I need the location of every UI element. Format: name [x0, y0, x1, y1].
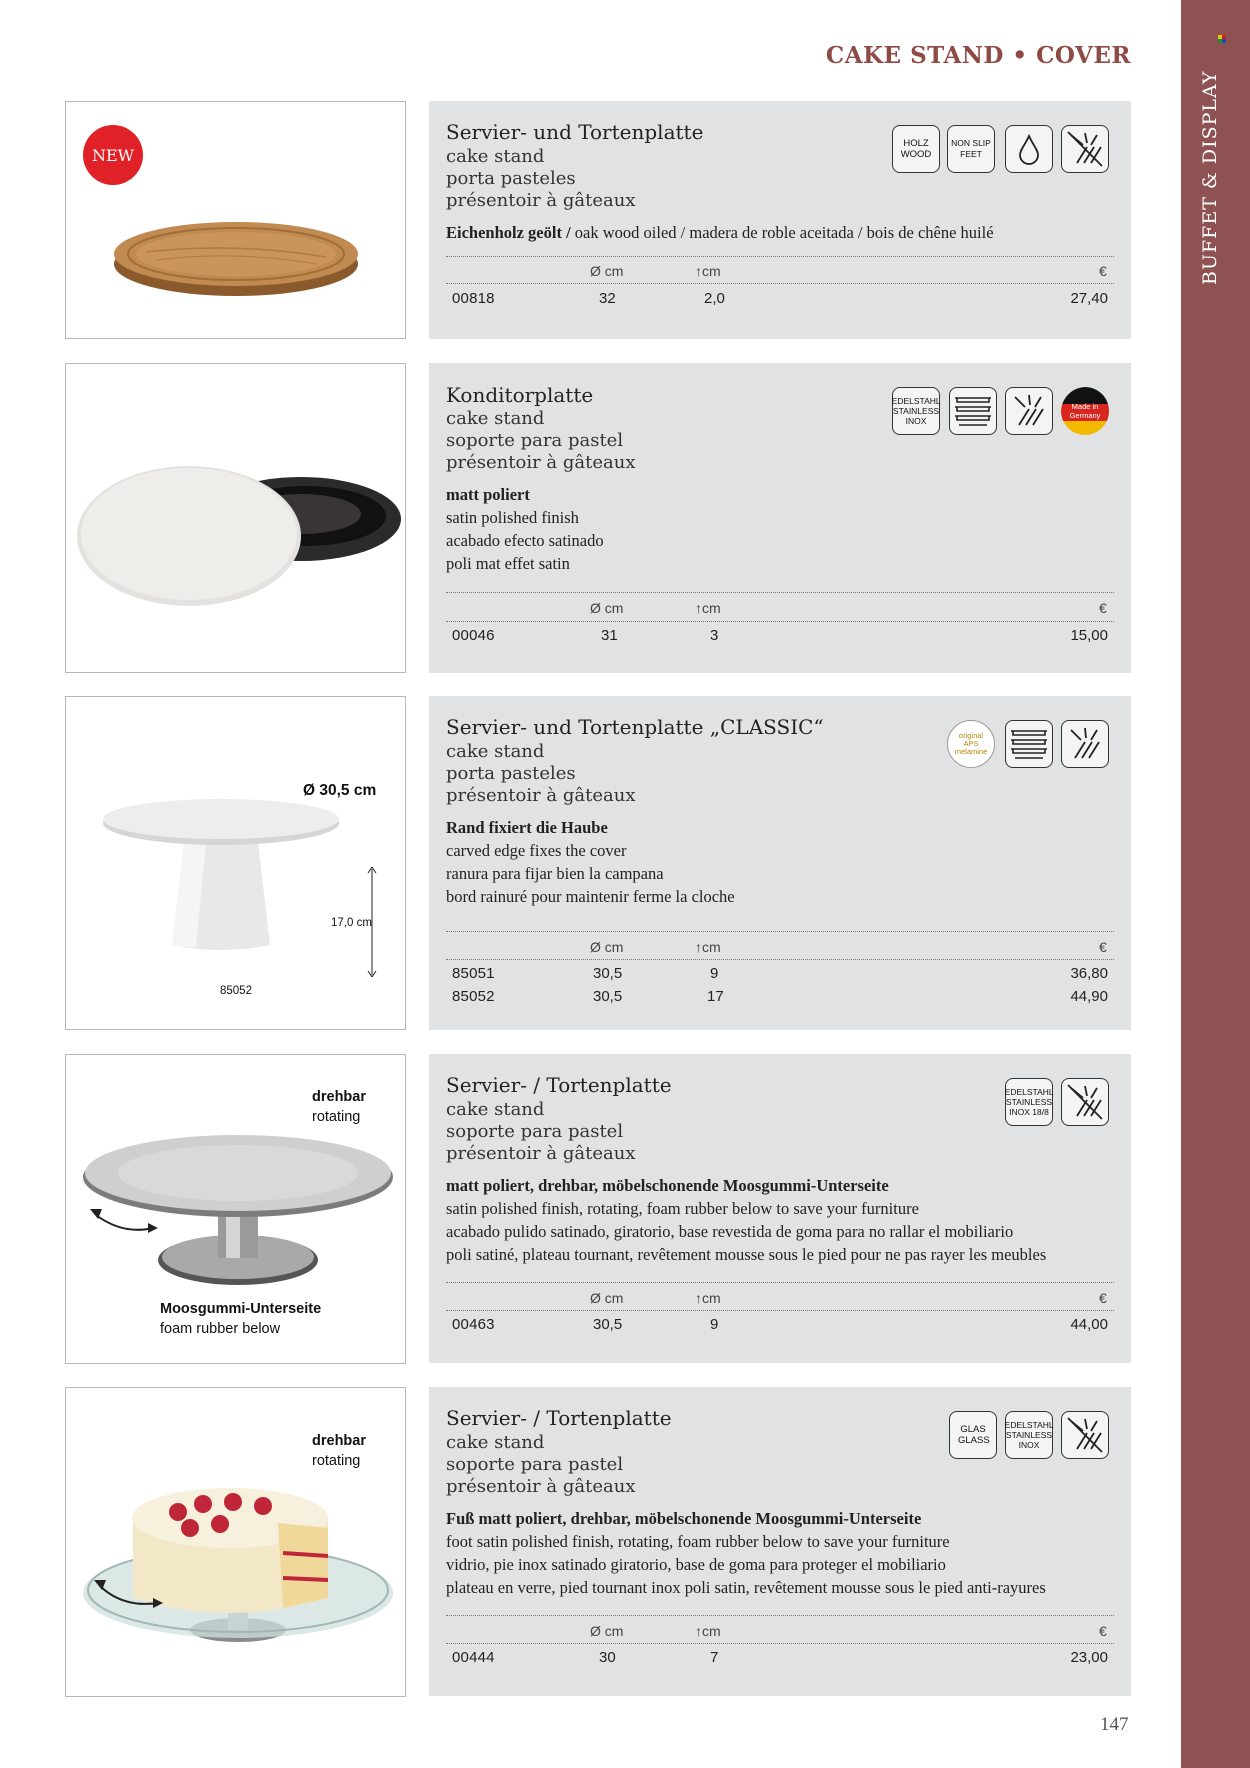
- page-number: 147: [1100, 1714, 1129, 1735]
- product-panel: [429, 1387, 1131, 1696]
- product-code: 85051: [452, 965, 495, 982]
- product-height: 7: [710, 1649, 719, 1666]
- divider: [446, 283, 1114, 284]
- col-diameter: Ø cm: [590, 263, 624, 279]
- product-price: 23,00: [1070, 1649, 1108, 1666]
- product-subtitle-fr: présentoir à gâteaux: [446, 785, 636, 806]
- no-dishwasher-icon: [1061, 1411, 1109, 1459]
- height-arrow-icon: ↑: [695, 263, 702, 279]
- product-title: Servier- / Tortenplatte: [446, 1406, 672, 1430]
- height-arrow-icon: ↑: [695, 1623, 702, 1639]
- col-price: €: [1099, 939, 1107, 955]
- height-arrow-icon: ↑: [695, 939, 702, 955]
- product-title: Servier- / Tortenplatte: [446, 1073, 672, 1097]
- stackable-icon: [949, 387, 997, 435]
- col-price: €: [1099, 1290, 1107, 1306]
- product-image-box: [65, 363, 406, 673]
- product-code: 00046: [452, 627, 495, 644]
- product-image-box: [65, 101, 406, 339]
- product-subtitle-es: soporte para pastel: [446, 430, 624, 451]
- product-height: 3: [710, 627, 719, 644]
- divider: [446, 1643, 1114, 1644]
- divider: [446, 931, 1114, 932]
- stackable-icon: [1005, 720, 1053, 768]
- image-foam-label: foam rubber below: [160, 1321, 281, 1337]
- product-image-box: [65, 696, 406, 1030]
- product-code: 00818: [452, 290, 495, 307]
- divider: [446, 621, 1114, 622]
- image-height-label: 17,0 cm: [331, 917, 372, 929]
- product-subtitle-en: cake stand: [446, 1099, 545, 1120]
- height-arrow-icon: ↑: [695, 1290, 702, 1306]
- no-dishwasher-icon: [1061, 125, 1109, 173]
- col-price: €: [1099, 263, 1107, 279]
- no-dishwasher-icon: [1061, 1078, 1109, 1126]
- classic-stand-image: [96, 797, 346, 977]
- product-subtitle-fr: présentoir à gâteaux: [446, 452, 636, 473]
- dishwasher-icon: [1061, 720, 1109, 768]
- oak-board-image: [106, 202, 366, 302]
- glass-stand-cake-image: [78, 1468, 398, 1668]
- col-price: €: [1099, 1623, 1107, 1639]
- stainless-badge: EDELSTAHL STAINLESS INOX 18/8: [1005, 1078, 1053, 1126]
- product-code: 85052: [452, 988, 495, 1005]
- glass-badge: GLAS GLASS: [949, 1411, 997, 1459]
- product-code: 00444: [452, 1649, 495, 1666]
- product-height: 2,0: [704, 290, 725, 307]
- stainless-badge: EDELSTAHL STAINLESS INOX: [1005, 1411, 1053, 1459]
- col-diameter: Ø cm: [590, 600, 624, 616]
- product-price: 44,00: [1070, 1316, 1108, 1333]
- col-diameter: Ø cm: [590, 939, 624, 955]
- product-subtitle-es: porta pasteles: [446, 763, 576, 784]
- divider: [446, 592, 1114, 593]
- product-diameter: 30,5: [593, 988, 623, 1005]
- divider: [446, 959, 1114, 960]
- product-subtitle-en: cake stand: [446, 408, 545, 429]
- product-subtitle-fr: présentoir à gâteaux: [446, 190, 636, 211]
- col-price: €: [1099, 600, 1107, 616]
- col-height: ↑cm: [695, 600, 721, 616]
- holz-wood-badge: HOLZ WOOD: [892, 125, 940, 173]
- image-foam-label-bold: Moosgummi-Unterseite: [160, 1301, 322, 1317]
- page-title: CAKE STAND • COVER: [825, 42, 1131, 69]
- image-diameter-label: Ø 30,5 cm: [303, 782, 377, 799]
- product-diameter: 30,5: [593, 965, 623, 982]
- image-rotating-label-bold: drehbar: [312, 1433, 366, 1449]
- product-diameter: 31: [601, 627, 618, 644]
- product-height: 9: [710, 1316, 719, 1333]
- non-slip-badge: NON SLIP FEET: [947, 125, 995, 173]
- product-subtitle-fr: présentoir à gâteaux: [446, 1143, 636, 1164]
- col-height: ↑cm: [695, 263, 721, 279]
- product-panel: [429, 363, 1131, 673]
- product-code: 00463: [452, 1316, 495, 1333]
- image-rotating-label-bold: drehbar: [312, 1089, 366, 1105]
- product-height: 9: [710, 965, 719, 982]
- product-panel: [429, 696, 1131, 1030]
- aps-melamine-badge: original APS melamine: [947, 720, 995, 768]
- col-height: ↑cm: [695, 1290, 721, 1306]
- divider: [446, 256, 1114, 257]
- product-diameter: 30: [599, 1649, 616, 1666]
- product-title: Servier- und Tortenplatte „CLASSIC“: [446, 715, 824, 739]
- section-label: BUFFET & DISPLAY: [1199, 70, 1221, 285]
- product-subtitle-es: soporte para pastel: [446, 1454, 624, 1475]
- product-height: 17: [707, 988, 724, 1005]
- new-badge: NEW: [83, 125, 143, 185]
- drop-icon: [1005, 125, 1053, 173]
- product-subtitle-es: porta pasteles: [446, 168, 576, 189]
- stainless-badge: EDELSTAHL STAINLESS INOX: [892, 387, 940, 435]
- height-arrow-icon: ↑: [695, 600, 702, 616]
- product-price: 44,90: [1070, 988, 1108, 1005]
- product-image-box: [65, 1387, 406, 1697]
- product-title: Servier- und Tortenplatte: [446, 120, 704, 144]
- product-subtitle-en: cake stand: [446, 1432, 545, 1453]
- product-panel: [429, 101, 1131, 339]
- product-description: matt poliert satin polished finish acabado efecto satinado poli mat effet satin: [446, 485, 604, 573]
- product-subtitle-fr: présentoir à gâteaux: [446, 1476, 636, 1497]
- product-image-box: [65, 1054, 406, 1364]
- product-price: 27,40: [1070, 290, 1108, 307]
- product-subtitle-es: soporte para pastel: [446, 1121, 624, 1142]
- col-diameter: Ø cm: [590, 1623, 624, 1639]
- product-price: 15,00: [1070, 627, 1108, 644]
- product-price: 36,80: [1070, 965, 1108, 982]
- product-description: matt poliert, drehbar, möbelschonende Moosgummi-Unterseite satin polished finish, rotating, foam rubber below to save your furniture acabado pulido satinado, giratorio, base revestida de goma para no rallar el mobiliario poli satiné, plateau tournant, revêtement mousse sous le pied pour ne pas rayer les meubles: [446, 1176, 1047, 1264]
- product-subtitle-en: cake stand: [446, 741, 545, 762]
- product-panel: [429, 1054, 1131, 1363]
- image-rotating-label: rotating: [312, 1109, 361, 1125]
- dishwasher-icon: [1005, 387, 1053, 435]
- made-in-germany-badge: Made in Germany: [1061, 387, 1109, 435]
- col-height: ↑cm: [695, 939, 721, 955]
- rotating-stand-image: [78, 1125, 398, 1295]
- product-description: Eichenholz geölt / oak wood oiled / madera de roble aceitada / bois de chêne huilé: [446, 223, 994, 242]
- product-diameter: 30,5: [593, 1316, 623, 1333]
- product-diameter: 32: [599, 290, 616, 307]
- color-mark-icon: [1218, 35, 1226, 43]
- product-description: Rand fixiert die Haube carved edge fixes the cover ranura para fijar bien la campana bord rainuré pour maintenir ferme la cloche: [446, 818, 735, 906]
- product-subtitle-en: cake stand: [446, 146, 545, 167]
- divider: [446, 1282, 1114, 1283]
- konditorplatte-image: [71, 464, 401, 614]
- image-rotating-label: rotating: [312, 1453, 361, 1469]
- image-code-label: 85052: [220, 985, 252, 997]
- product-title: Konditorplatte: [446, 383, 594, 407]
- col-height: ↑cm: [695, 1623, 721, 1639]
- col-diameter: Ø cm: [590, 1290, 624, 1306]
- product-description: Fuß matt poliert, drehbar, möbelschonende Moosgummi-Unterseite foot satin polished finish, rotating, foam rubber below to save your furniture vidrio, pie inox satinado giratorio, base de goma para proteger el mobiliario plateau en verre, pied tournant inox poli satin, revêtement mousse sous le pied anti-rayures: [446, 1509, 1046, 1597]
- divider: [446, 1310, 1114, 1311]
- divider: [446, 1615, 1114, 1616]
